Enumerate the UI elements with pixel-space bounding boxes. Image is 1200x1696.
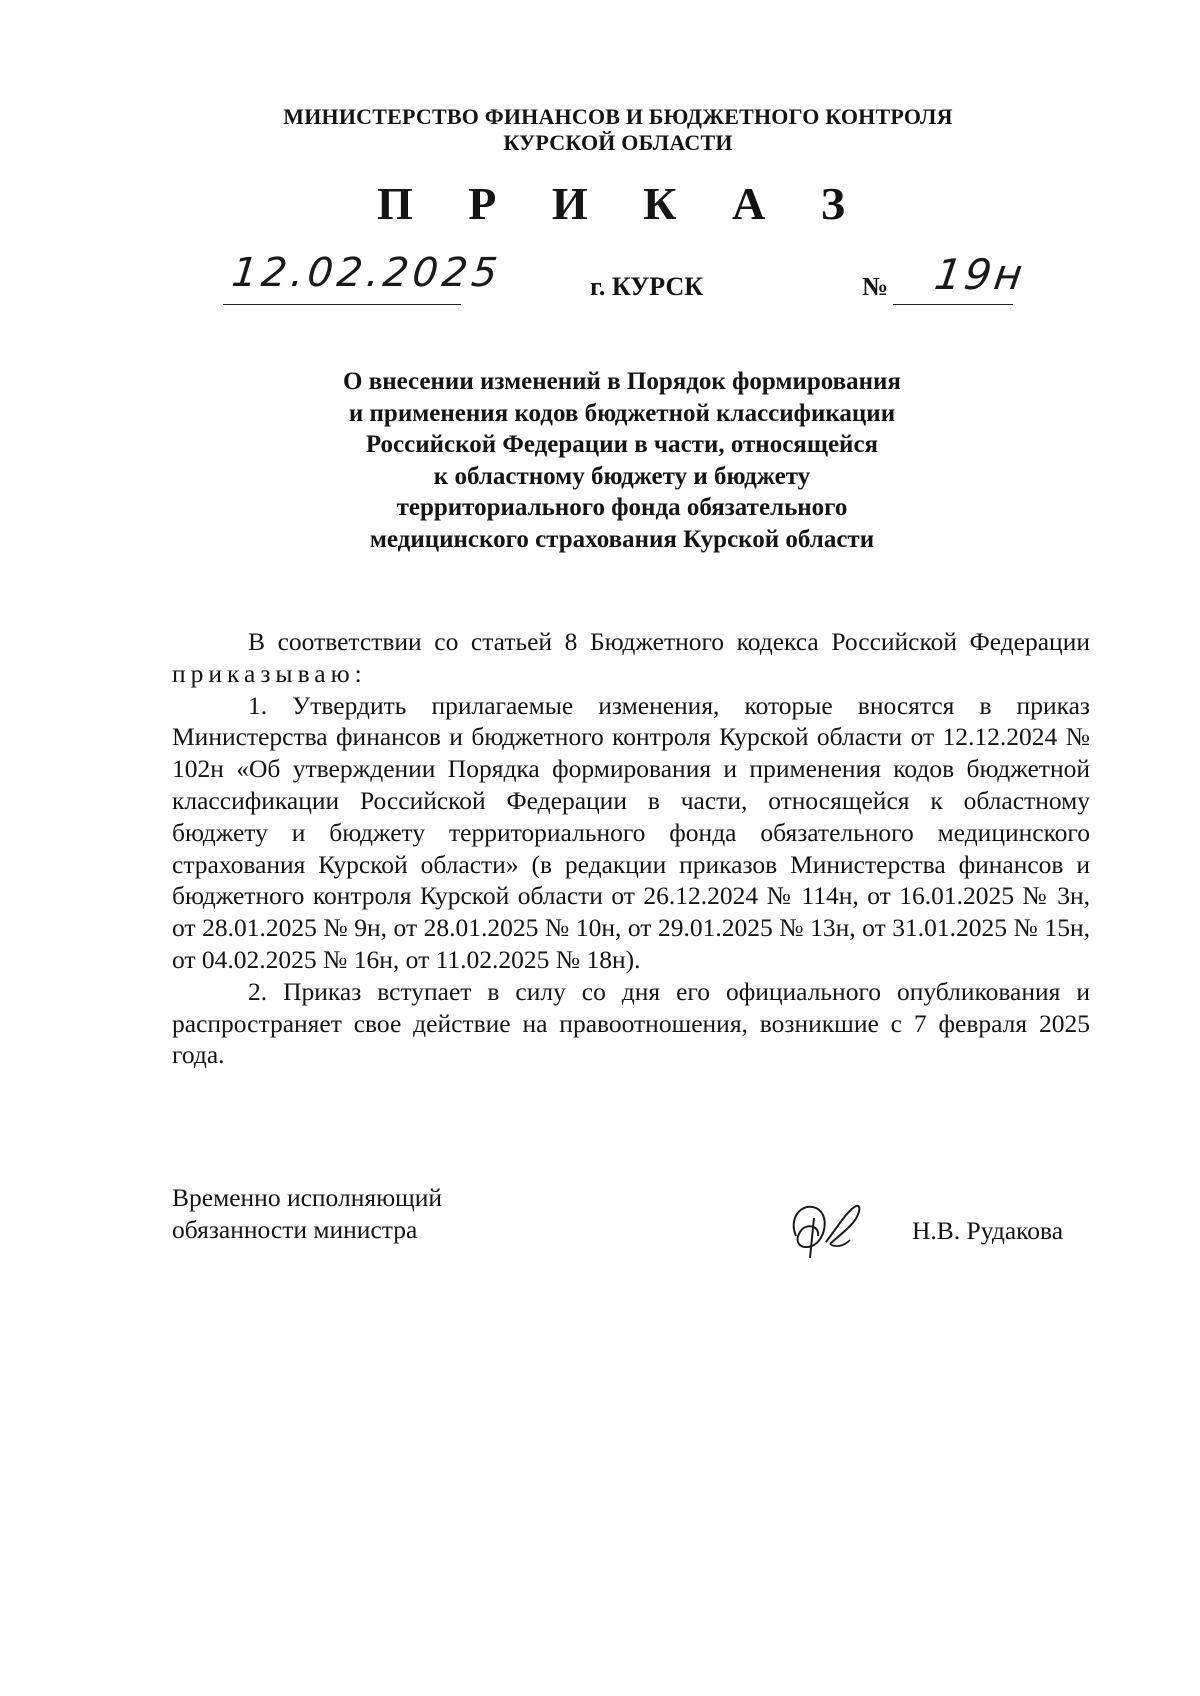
subject-line: медицинского страхования Курской области	[369, 525, 875, 553]
signatory-title-line-1: Временно исполняющий	[172, 1183, 443, 1212]
item-1-paragraph: 1. Утвердить прилагаемые изменения, которые вносятся в приказ Министерства финансов и бюджетного контроля Курской области от 12.12.2024 № 102н «Об утверждении Порядка формирования и применения кодов бюджетной классификации Российской Федерации в части, относящейся к областному бюджету и бюджету территориального фонда обязательного медицинского страхования Курской области» (в редакции приказов Министерства финансов и бюджетного контроля Курской области от 26.12.2024 № 114н, от 16.01.2025 № 3н, от 28.01.2025 № 9н, от 28.01.2025 № 10н, от 29.01.2025 № 13н, от 31.01.2025 № 15н, от 04.02.2025 № 16н, от 11.02.2025 № 18н).	[172, 690, 1090, 974]
document-subject	[0, 366, 1200, 555]
document-type-text: П Р И К А З	[376, 178, 867, 229]
subject-line: Российской Федерации в части, относящейся	[365, 431, 879, 458]
subject-line: территориального фонда обязательного	[396, 494, 848, 521]
organization-line-2: КУРСКОЙ ОБЛАСТИ	[503, 130, 733, 155]
document-type-title	[0, 176, 1200, 232]
preamble-text: В соответствии со статьей 8 Бюджетного кодекса Российской Федерации	[248, 627, 1090, 656]
document-date: 12.02.2025	[229, 250, 504, 296]
subject-line: и применения кодов бюджетной классификации	[348, 399, 896, 427]
document-body	[172, 626, 1090, 1071]
document-number: 19н	[931, 250, 1029, 299]
number-label: №	[862, 272, 889, 301]
subject-line: О внесении изменений в Порядок формирования	[343, 368, 901, 395]
organization-line-1: МИНИСТЕРСТВО ФИНАНСОВ И БЮДЖЕТНОГО КОНТРОЛЯ	[283, 104, 953, 129]
signatory-name: Н.В. Рудакова	[912, 1216, 1064, 1245]
subject-line: к областному бюджету и бюджету	[433, 462, 811, 490]
signatory-title-line-2: обязанности министра	[172, 1215, 418, 1244]
order-word: приказываю:	[172, 658, 367, 688]
city-label: г. КУРСК	[590, 272, 704, 301]
preamble-paragraph	[172, 626, 1090, 690]
handwritten-signature	[786, 1196, 870, 1264]
item-2-paragraph: 2. Приказ вступает в силу со дня его официального опубликования и распространяет свое действие на правоотношения, возникшие с 7 февраля 2025 года.	[172, 976, 1090, 1070]
organization-header	[0, 104, 1200, 156]
signatory-title	[172, 1182, 442, 1246]
